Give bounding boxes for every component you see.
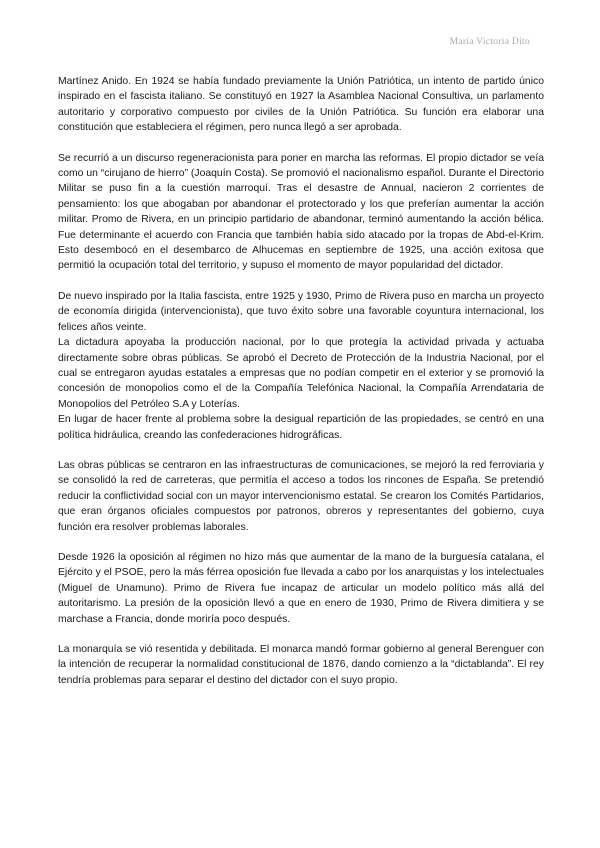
paragraph-economia-dirigida: De nuevo inspirado por la Italia fascista, entre 1925 y 1930, Primo de Rivera puso en marcha un proyecto de economía dirigida (intervencionista), que tuvo éxito sobre una favorable coyuntura internacional, los felices años veinte.: [58, 290, 544, 333]
paragraph-oposicion: Desde 1926 la oposición al régimen no hizo más que aumentar de la mano de la burguesía catalana, el Ejército y el PSOE, pero la más férrea oposición fue llevada a cabo por los anarquistas y los intelectuales (Miguel de Unamuno). Primo de Rivera fue incapaz de articular un modelo político más allá del autoritarismo. La presión de la oposición llevó a que en enero de 1930, Primo de Rivera dimitiera y se marchase a Francia, donde moriría poco después.: [58, 551, 544, 625]
paragraph-produccion-nacional: La dictadura apoyaba la producción nacional, por lo que protegía la actividad privada y actuaba directamente sobre obras públicas. Se aprobó el Decreto de Protección de la Industria Nacional, por el cual se entregaron ayudas estatales a empresas que no podían competir en el exterior y se promovió la concesión de monopolios como el de la Compañía Telefónica Nacional, la Compañía Arrendataria de Monopolios del Petróleo S.A y Loterías.: [58, 337, 544, 410]
paragraph-monarquia: La monarquía se vió resentida y debilitada. El monarca mandó formar gobierno al general Berenguer con la intención de recuperar la normalidad constitucional de 1876, dando comienzo a la “dictablanda”. El rey tendría problemas para separar el destino del dictador con el suyo propio.: [58, 644, 544, 686]
running-header-author: María Victoria Dito: [449, 37, 530, 47]
document-body: [58, 74, 544, 688]
paragraph-union-patriotica: Martínez Anido. En 1924 se había fundado previamente la Unión Patriótica, un intento de partido único inspirado en el fascista italiano. Se constituyó en 1927 la Asamblea Nacional Consultiva, un parlamento autoritario y corporativo compuesto por civiles de la Unión Patriótica. Su función era elaborar una constitución que estableciera el régimen, pero nunca llegó a ser aprobada.: [58, 76, 544, 134]
paragraph-obras-publicas: Las obras públicas se centraron en las infraestructuras de comunicaciones, se mejoró la red ferroviaria y se consolidó la red de carreteras, que permitía el acceso a todos los rincones de España. Se pretendió reducir la conflictividad social con un mayor intervencionismo estatal. Se crearon los Comités Partidarios, que eran órganos oficiales compuestos por patronos, obreros y representantes del gobierno, cuya función era resolver problemas laborales.: [58, 459, 544, 533]
paragraph-regeneracionismo-marruecos: Se recurrió a un discurso regeneracionista para poner en marcha las reformas. El propio dictador se veía como un “cirujano de hierro” (Joaquín Costa). Se promovió el nacionalismo español. Durante el Directorio Militar se puso fin a la cuestión marroquí. Tras el desastre de Annual, nacieron 2 corrientes de pensamiento: los que abogaban por abandonar el protectorado y los que preferían aumentar la acción militar. Promo de Rivera, en un principio partidario de abandonar, terminó aumentando la acción bélica. Fue determinante el acuerdo con Francia que también había sido atacado por la tropas de Abd-el-Krim. Esto desembocó en el desembarco de Alhucemas en septiembre de 1925, una acción exitosa que permitió la ocupación total del territorio, y supuso el momento de mayor popularidad del dictador.: [58, 152, 544, 272]
paragraph-politica-hidraulica: En lugar de hacer frente al problema sobre la desigual repartición de las propiedades, se centró en una política hidráulica, creando las confederaciones hidrográficas.: [58, 414, 544, 441]
